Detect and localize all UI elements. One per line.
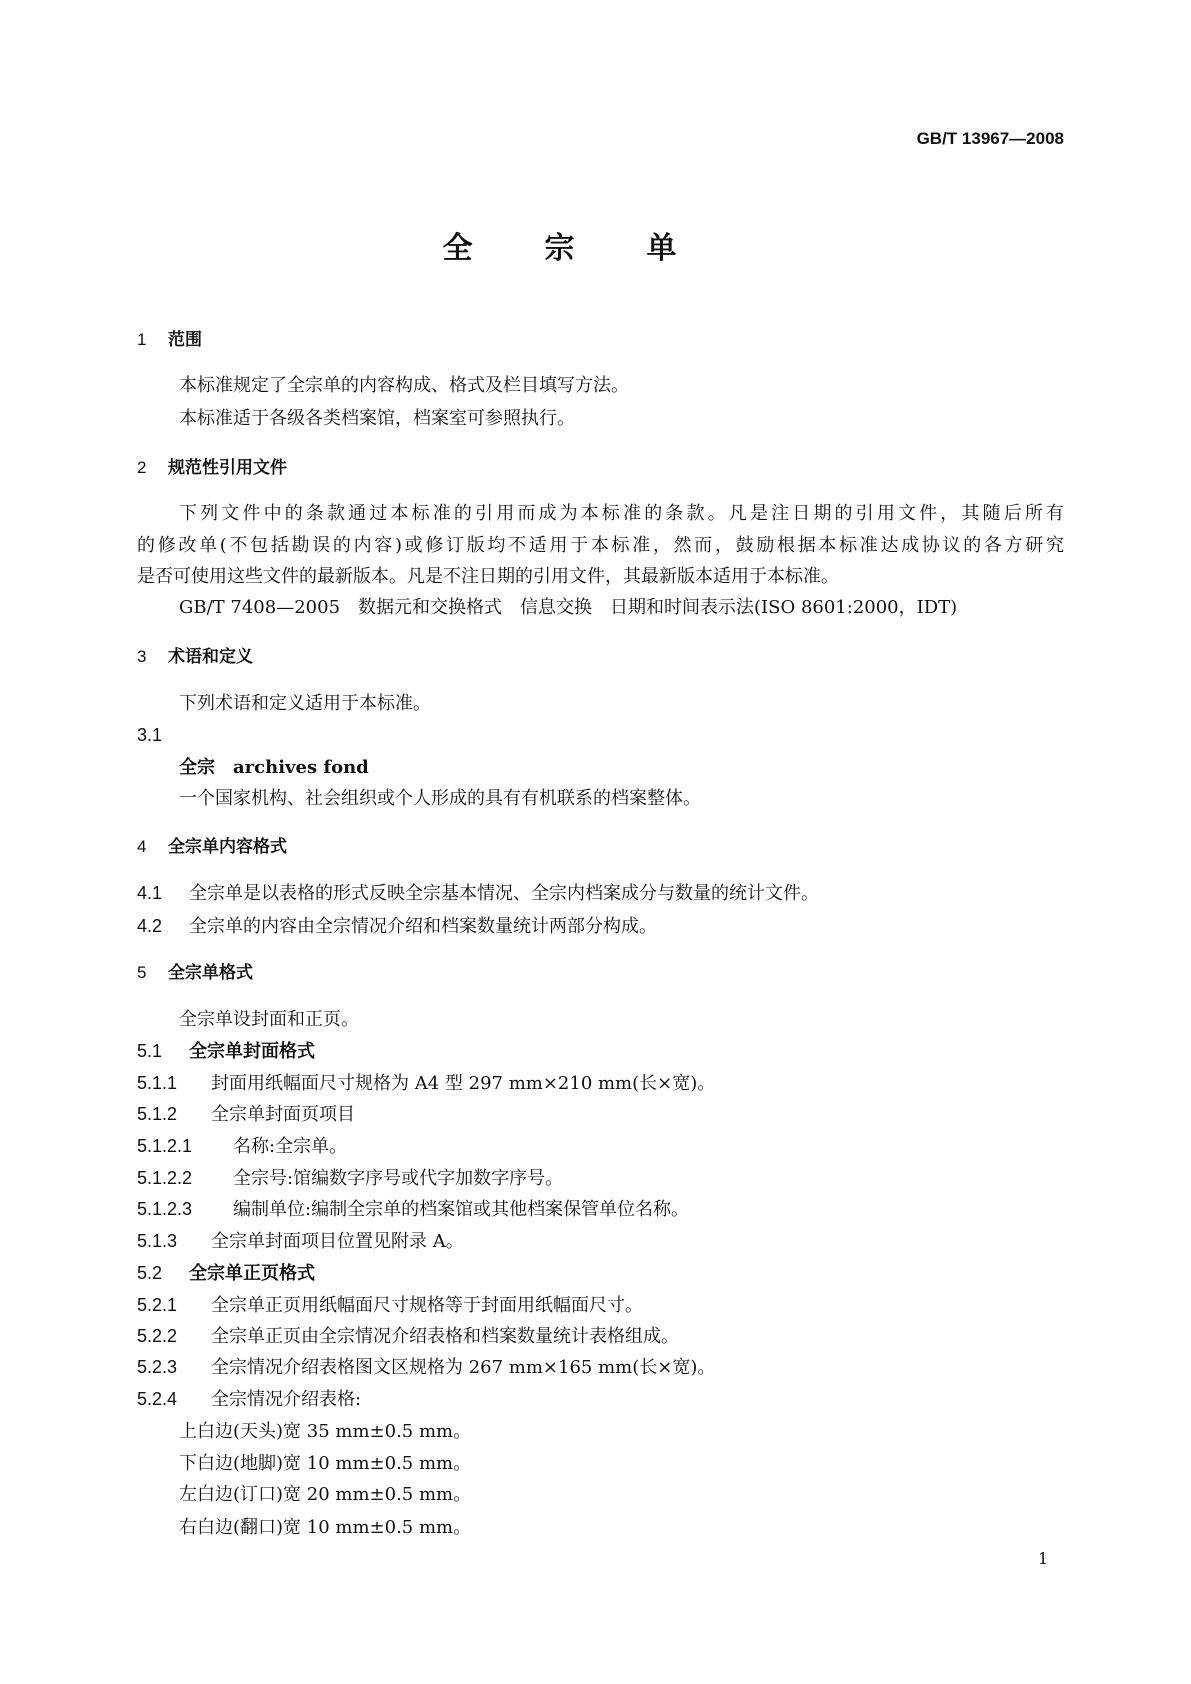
section-4-heading	[137, 835, 287, 859]
margin-spec: 右白边(翻口)宽 10 mm±0.5 mm。	[179, 1517, 472, 1538]
clause-text: 全宗情况介绍表格图文区规格为 267 mm×165 mm(长×宽)。	[211, 1357, 716, 1378]
paragraph-line: 是否可使用这些文件的最新版本。凡是不注日期的引用文件，其最新版本适用于本标准。	[137, 566, 839, 587]
term-number: 3.1	[137, 725, 163, 745]
clause	[137, 1355, 715, 1379]
clause-text: 全宗情况介绍表格:	[211, 1389, 362, 1410]
clause	[137, 1293, 643, 1317]
term-definition: 一个国家机构、社会组织或个人形成的具有有机联系的档案整体。	[179, 788, 701, 809]
page-number: 1	[1038, 1549, 1049, 1568]
clause	[137, 1134, 347, 1158]
section-title: 规范性引用文件	[168, 458, 287, 477]
normative-reference: GB/T 7408—2005 数据元和交换格式 信息交换 日期和时间表示法(ISO 8601:2000，IDT)	[179, 597, 958, 618]
clause	[137, 1387, 361, 1411]
clause-text: 全宗单封面格式	[189, 1041, 315, 1061]
section-number: 4	[137, 837, 147, 856]
paragraph-line: 下列文件中的条款通过本标准的引用而成为本标准的条款。凡是注日期的引用文件，其随后所有	[179, 503, 1064, 524]
clause-text: 全宗单正页由全宗情况介绍表格和档案数量统计表格组成。	[211, 1326, 679, 1347]
section-5-heading	[137, 961, 253, 985]
section-title: 术语和定义	[168, 647, 253, 666]
clause	[137, 1197, 689, 1221]
section-2-heading	[137, 456, 287, 480]
clause-text: 封面用纸幅面尺寸规格为 A4 型 297 mm×210 mm(长×宽)。	[211, 1073, 716, 1094]
clause-text: 全宗单封面项目位置见附录 A。	[211, 1231, 464, 1252]
clause-text: 全宗单正页格式	[189, 1263, 315, 1283]
margin-spec: 上白边(天头)宽 35 mm±0.5 mm。	[179, 1421, 472, 1442]
clause	[137, 1071, 715, 1095]
section-3-heading	[137, 645, 253, 669]
margin-spec: 左白边(订口)宽 20 mm±0.5 mm。	[179, 1484, 472, 1505]
clause-number: 5.2.1	[137, 1295, 178, 1315]
section-1-heading	[137, 328, 202, 352]
paragraph: 全宗单设封面和正页。	[179, 1009, 359, 1030]
clause-number: 4.2	[137, 916, 163, 936]
clause	[137, 1229, 464, 1253]
clause-text: 全宗单封面页项目	[211, 1104, 355, 1125]
clause-number: 4.1	[137, 883, 163, 903]
paragraph-line: 的修改单(不包括勘误的内容)或修订版均不适用于本标准，然而，鼓励根据本标准达成协议的各方研究	[137, 535, 1064, 556]
page-title: 全宗单	[442, 232, 749, 265]
clause	[137, 1261, 315, 1285]
clause-number: 5.2.4	[137, 1389, 178, 1409]
clause-text: 全宗单是以表格的形式反映全宗基本情况、全宗内档案成分与数量的统计文件。	[189, 883, 819, 904]
section-title: 范围	[168, 330, 202, 349]
margin-spec: 下白边(地脚)宽 10 mm±0.5 mm。	[179, 1453, 472, 1474]
clause-number: 5.2	[137, 1263, 163, 1283]
paragraph: 本标准适于各级各类档案馆，档案室可参照执行。	[179, 408, 575, 429]
paragraph: 下列术语和定义适用于本标准。	[179, 693, 431, 714]
clause-text: 全宗号:馆编数字序号或代字加数字序号。	[233, 1168, 564, 1189]
clause	[137, 1102, 355, 1126]
clause-number: 5.1.2.1	[137, 1136, 193, 1156]
clause-number: 5.1.2.2	[137, 1168, 193, 1188]
clause-text: 全宗单正页用纸幅面尺寸规格等于封面用纸幅面尺寸。	[211, 1295, 643, 1316]
clause-number: 5.1.1	[137, 1073, 178, 1093]
clause	[137, 1324, 679, 1348]
section-title: 全宗单格式	[168, 963, 253, 982]
clause-number: 5.2.2	[137, 1326, 178, 1346]
clause-number: 5.1	[137, 1041, 163, 1061]
section-title: 全宗单内容格式	[168, 837, 287, 856]
term: 全宗 archives fond	[179, 757, 369, 778]
clause-number: 5.1.2.3	[137, 1199, 193, 1219]
standard-number: GB/T 13967—2008	[916, 129, 1064, 148]
section-number: 3	[137, 647, 147, 666]
clause-text: 名称:全宗单。	[233, 1136, 348, 1157]
clause	[137, 881, 819, 905]
section-number: 2	[137, 458, 147, 477]
clause-number: 5.1.3	[137, 1231, 178, 1251]
clause	[137, 914, 657, 938]
section-number: 5	[137, 963, 147, 982]
clause-text: 编制单位:编制全宗单的档案馆或其他档案保管单位名称。	[233, 1199, 690, 1220]
clause-number: 5.1.2	[137, 1104, 178, 1124]
clause	[137, 1039, 315, 1063]
clause-text: 全宗单的内容由全宗情况介绍和档案数量统计两部分构成。	[189, 916, 657, 937]
clause	[137, 1166, 563, 1190]
paragraph: 本标准规定了全宗单的内容构成、格式及栏目填写方法。	[179, 375, 629, 396]
section-number: 1	[137, 330, 147, 349]
clause-number: 5.2.3	[137, 1357, 178, 1377]
